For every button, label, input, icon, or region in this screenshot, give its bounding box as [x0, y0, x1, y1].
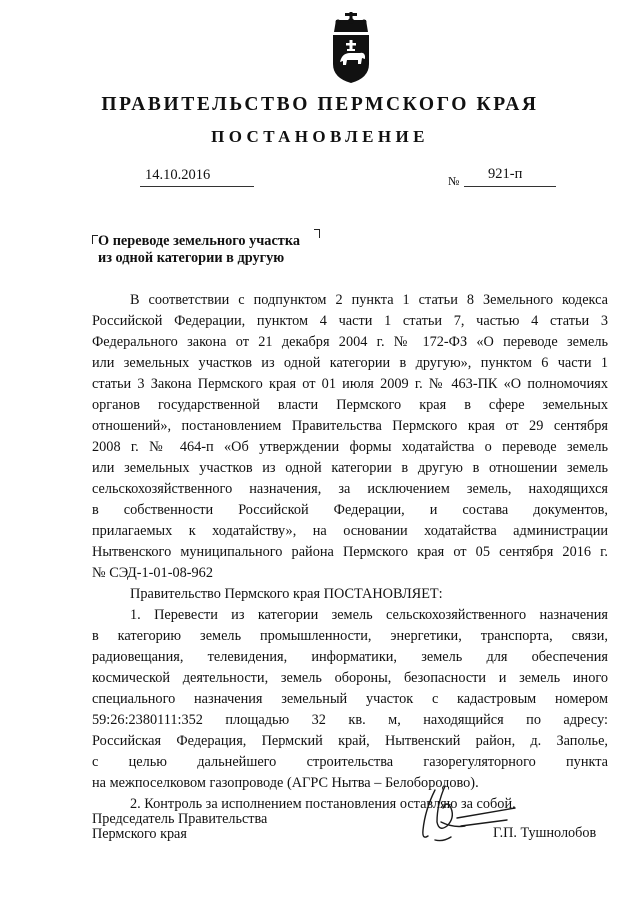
preamble-line: органов государственной власти Пермского края в сфере земельных: [92, 397, 608, 413]
preamble-line: или земельных участков из одной категории в другую в отношении земель: [92, 460, 608, 476]
perm-krai-coat-of-arms-icon: [330, 12, 372, 84]
preamble-line: статьи 3 Закона Пермского края от 01 июля 2009 г. № 463-ПК «О полномочиях: [92, 376, 608, 392]
preamble-line: Федерального закона от 21 декабря 2004 г. № 172-ФЗ «О переводе земель: [92, 334, 608, 350]
preamble-line: или земельных участков из одной категории в другую», пунктом 6 части 1: [92, 355, 608, 371]
preamble-line: Российской Федерации, пунктом 4 части 1 статьи 7, частью 4 статьи 3: [92, 313, 608, 329]
signatory-name: Г.П. Тушнолобов: [493, 825, 597, 841]
preamble-line: Нытвенского муниципального района Пермского края от 05 сентября 2016 г.: [92, 544, 608, 560]
item1-line: на межпоселковом газопроводе (АГРС Нытва – Белобородово).: [92, 775, 479, 791]
document-subject: [98, 233, 300, 267]
preamble-line: отношений», постановлением Правительства Пермского края от 29 сентября: [92, 418, 608, 434]
item1-line: с целью дальнейшего строительства газорегуляторного пункта: [92, 754, 608, 770]
preamble-line: В соответствии с подпунктом 2 пункта 1 статьи 8 Земельного кодекса: [130, 292, 608, 308]
subject-line-1: О переводе земельного участка: [98, 233, 300, 249]
item1-line: в категорию земель промышленности, энергетики, транспорта, связи,: [92, 628, 608, 644]
preamble-line: 2008 г. № 464-п «Об утверждении формы ходатайства о переводе земель: [92, 439, 608, 455]
item1-line: космической деятельности, земель обороны, безопасности и земель иного: [92, 670, 608, 686]
resolves-line: Правительство Пермского края ПОСТАНОВЛЯЕТ:: [130, 586, 443, 602]
preamble-line: прилагаемых к ходатайству», на основании ходатайства администрации: [92, 523, 608, 539]
document-date: 14.10.2016: [145, 167, 211, 183]
government-title: ПРАВИТЕЛЬСТВО ПЕРМСКОГО КРАЯ: [101, 94, 539, 115]
item1-line: Российская Федерация, Пермский край, Нытвенский район, д. Заполье,: [92, 733, 608, 749]
document-number: 921-п: [488, 166, 523, 182]
subject-line-2: из одной категории в другую: [98, 250, 285, 266]
number-sign: №: [448, 174, 460, 188]
date-underline: [140, 186, 254, 187]
preamble-line: № СЭД-1-01-08-962: [92, 565, 213, 581]
subject-bracket-right: [314, 229, 320, 238]
item1-line: 1. Перевести из категории земель сельскохозяйственного назначения: [130, 607, 608, 623]
signatory-position-line-2: Пермского края: [92, 825, 187, 842]
number-underline: [464, 186, 556, 187]
preamble-line: сельскохозяйственного назначения, за исключением земель, находящихся: [92, 481, 608, 497]
preamble-line: в собственности Российской Федерации, и состава документов,: [92, 502, 608, 518]
item1-line: 59:26:2380111:352 площадью 32 кв. м, находящийся по адресу:: [92, 712, 608, 728]
item1-line: радиовещания, телевидения, информатики, земель для обеспечения: [92, 649, 608, 665]
signatory-position-line-1: Председатель Правительства: [92, 811, 268, 827]
item1-line: специального назначения земельный участок с кадастровым номером: [92, 691, 608, 707]
signatory-position: [92, 812, 267, 841]
item2-line: 2. Контроль за исполнением постановления оставляю за собой.: [130, 796, 516, 812]
document-type: ПОСТАНОВЛЕНИЕ: [211, 127, 429, 146]
